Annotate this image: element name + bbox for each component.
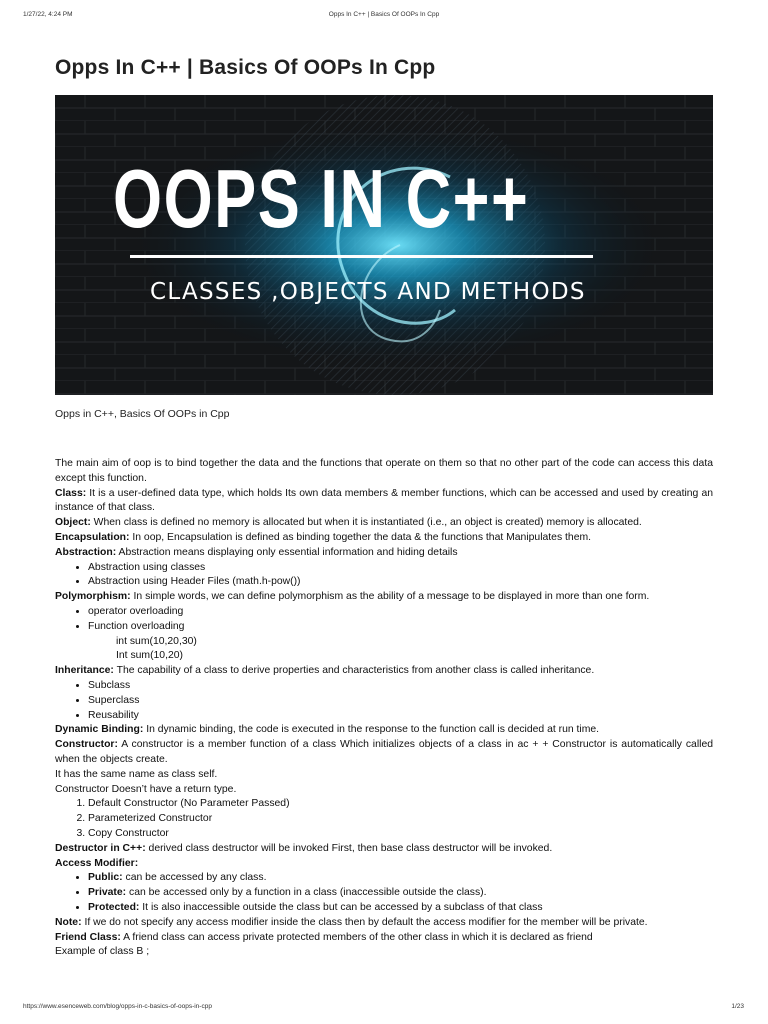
example-line: Example of class B ;	[55, 946, 150, 958]
access-modifier-list	[55, 871, 713, 915]
term-label: Polymorphism:	[55, 591, 131, 603]
term-label: Access Modifier:	[55, 857, 139, 869]
definition-text: A friend class can access private protected members of the other class in which it is declared as friend	[120, 931, 593, 943]
polymorphism-definition	[55, 590, 713, 605]
constructor-types-list	[55, 797, 713, 841]
page-number: 1/23	[731, 1003, 744, 1010]
list-item: • Subclass	[88, 679, 713, 694]
access-modifier-heading	[55, 857, 713, 872]
definition-text: It is also inaccessible outside the class but can be accessed by a subclass of that class	[139, 901, 543, 913]
term-label: Dynamic Binding:	[55, 724, 144, 736]
definition-text: In simple words, we can define polymorphism as the ability of a message to be displayed in more than one form.	[130, 591, 650, 603]
term-label: Destructor in C++:	[55, 842, 146, 854]
page-title: Opps In C++ | Basics Of OOPs In Cpp	[55, 56, 436, 79]
list-item	[88, 871, 713, 886]
hero-image	[55, 95, 713, 395]
destructor-definition	[55, 842, 713, 857]
list-item: 3. Copy Constructor	[88, 827, 713, 842]
hero-divider	[130, 255, 593, 258]
intro-paragraph: The main aim of oop is to bind together the data and the functions that operate on them so that no other part of the code can access this data except this function.	[55, 458, 713, 484]
print-footer	[0, 1003, 768, 1015]
abstraction-list	[55, 561, 713, 591]
constructor-definition	[55, 738, 713, 768]
term-label: Encapsulation:	[55, 531, 130, 543]
article-body	[55, 457, 713, 960]
code-line: int sum(10,20,30)	[116, 635, 197, 647]
list-item	[88, 886, 713, 901]
print-doc-title: Opps In C++ | Basics Of OOPs In Cpp	[328, 11, 440, 18]
image-caption: Opps in C++, Basics Of OOPs in Cpp	[55, 408, 230, 420]
definition-text: can be accessed by any class.	[122, 872, 267, 884]
constructor-note: It has the same name as class self.	[55, 768, 218, 780]
inheritance-list	[55, 679, 713, 723]
hero-title: OOPS IN C++	[113, 152, 530, 245]
encapsulation-definition	[55, 531, 713, 546]
constructor-note: Constructor Doesn’t have a return type.	[55, 783, 237, 795]
print-header	[0, 11, 768, 23]
hero-subtitle: CLASSES ,OBJECTS AND METHODS	[150, 279, 586, 305]
polymorphism-list	[55, 605, 713, 635]
list-item: • Superclass	[88, 694, 713, 709]
list-item: • operator overloading	[88, 605, 713, 620]
term-label: Private:	[88, 887, 127, 899]
definition-text: A constructor is a member function of a class Which initializes objects of a class in ac + + Constructor is automatically called when the objects create.	[55, 739, 713, 765]
definition-text: If we do not specify any access modifier inside the class then by default the access modifier for the member will be private.	[81, 916, 648, 928]
list-item: 2. Parameterized Constructor	[88, 812, 713, 827]
definition-text: In dynamic binding, the code is executed in the response to the function call is decided at run time.	[143, 724, 600, 736]
term-label: Constructor:	[55, 739, 118, 751]
definition-text: can be accessed only by a function in a class (inaccessible outside the class).	[126, 887, 487, 899]
list-item: • Function overloading	[88, 620, 713, 635]
list-item	[88, 901, 713, 916]
term-label: Object:	[55, 517, 91, 529]
term-label: Abstraction:	[55, 546, 117, 558]
dynamic-binding-definition	[55, 723, 713, 738]
friend-class-definition	[55, 931, 713, 946]
term-label: Friend Class:	[55, 931, 121, 943]
list-item: • Abstraction using Header Files (math.h-pow())	[88, 575, 713, 590]
abstraction-definition	[55, 546, 713, 561]
blue-glow	[55, 95, 713, 395]
inheritance-definition	[55, 664, 713, 679]
definition-text: Abstraction means displaying only essential information and hiding details	[116, 546, 458, 558]
code-line: Int sum(10,20)	[116, 650, 183, 662]
definition-text: The capability of a class to derive properties and characteristics from another class is called inheritance.	[113, 665, 595, 677]
definition-text: derived class destructor will be invoked First, then base class destructor will be invoked.	[145, 842, 553, 854]
list-item: • Abstraction using classes	[88, 561, 713, 576]
class-definition	[55, 487, 713, 517]
definition-text: In oop, Encapsulation is defined as binding together the data & the functions that Manipulates them.	[129, 531, 592, 543]
hero-background	[55, 95, 713, 395]
list-item: 1. Default Constructor (No Parameter Passed)	[88, 797, 713, 812]
term-label: Class:	[55, 487, 87, 499]
term-label: Note:	[55, 916, 82, 928]
definition-text: When class is defined no memory is allocated but when it is instantiated (i.e., an object is created) memory is allocated.	[90, 517, 642, 529]
object-definition	[55, 516, 713, 531]
list-item: • Reusability	[88, 709, 713, 724]
note-paragraph	[55, 916, 713, 931]
term-label: Public:	[88, 872, 123, 884]
term-label: Inheritance:	[55, 665, 114, 677]
definition-text: It is a user-defined data type, which holds Its own data members & member functions, which can be accessed and used by creating an instance of that class.	[55, 487, 713, 514]
print-datetime: 1/27/22, 4:24 PM	[23, 11, 73, 18]
page-url: https://www.esenceweb.com/blog/opps-in-c-basics-of-oops-in-cpp	[23, 1003, 212, 1010]
term-label: Protected:	[88, 901, 140, 913]
